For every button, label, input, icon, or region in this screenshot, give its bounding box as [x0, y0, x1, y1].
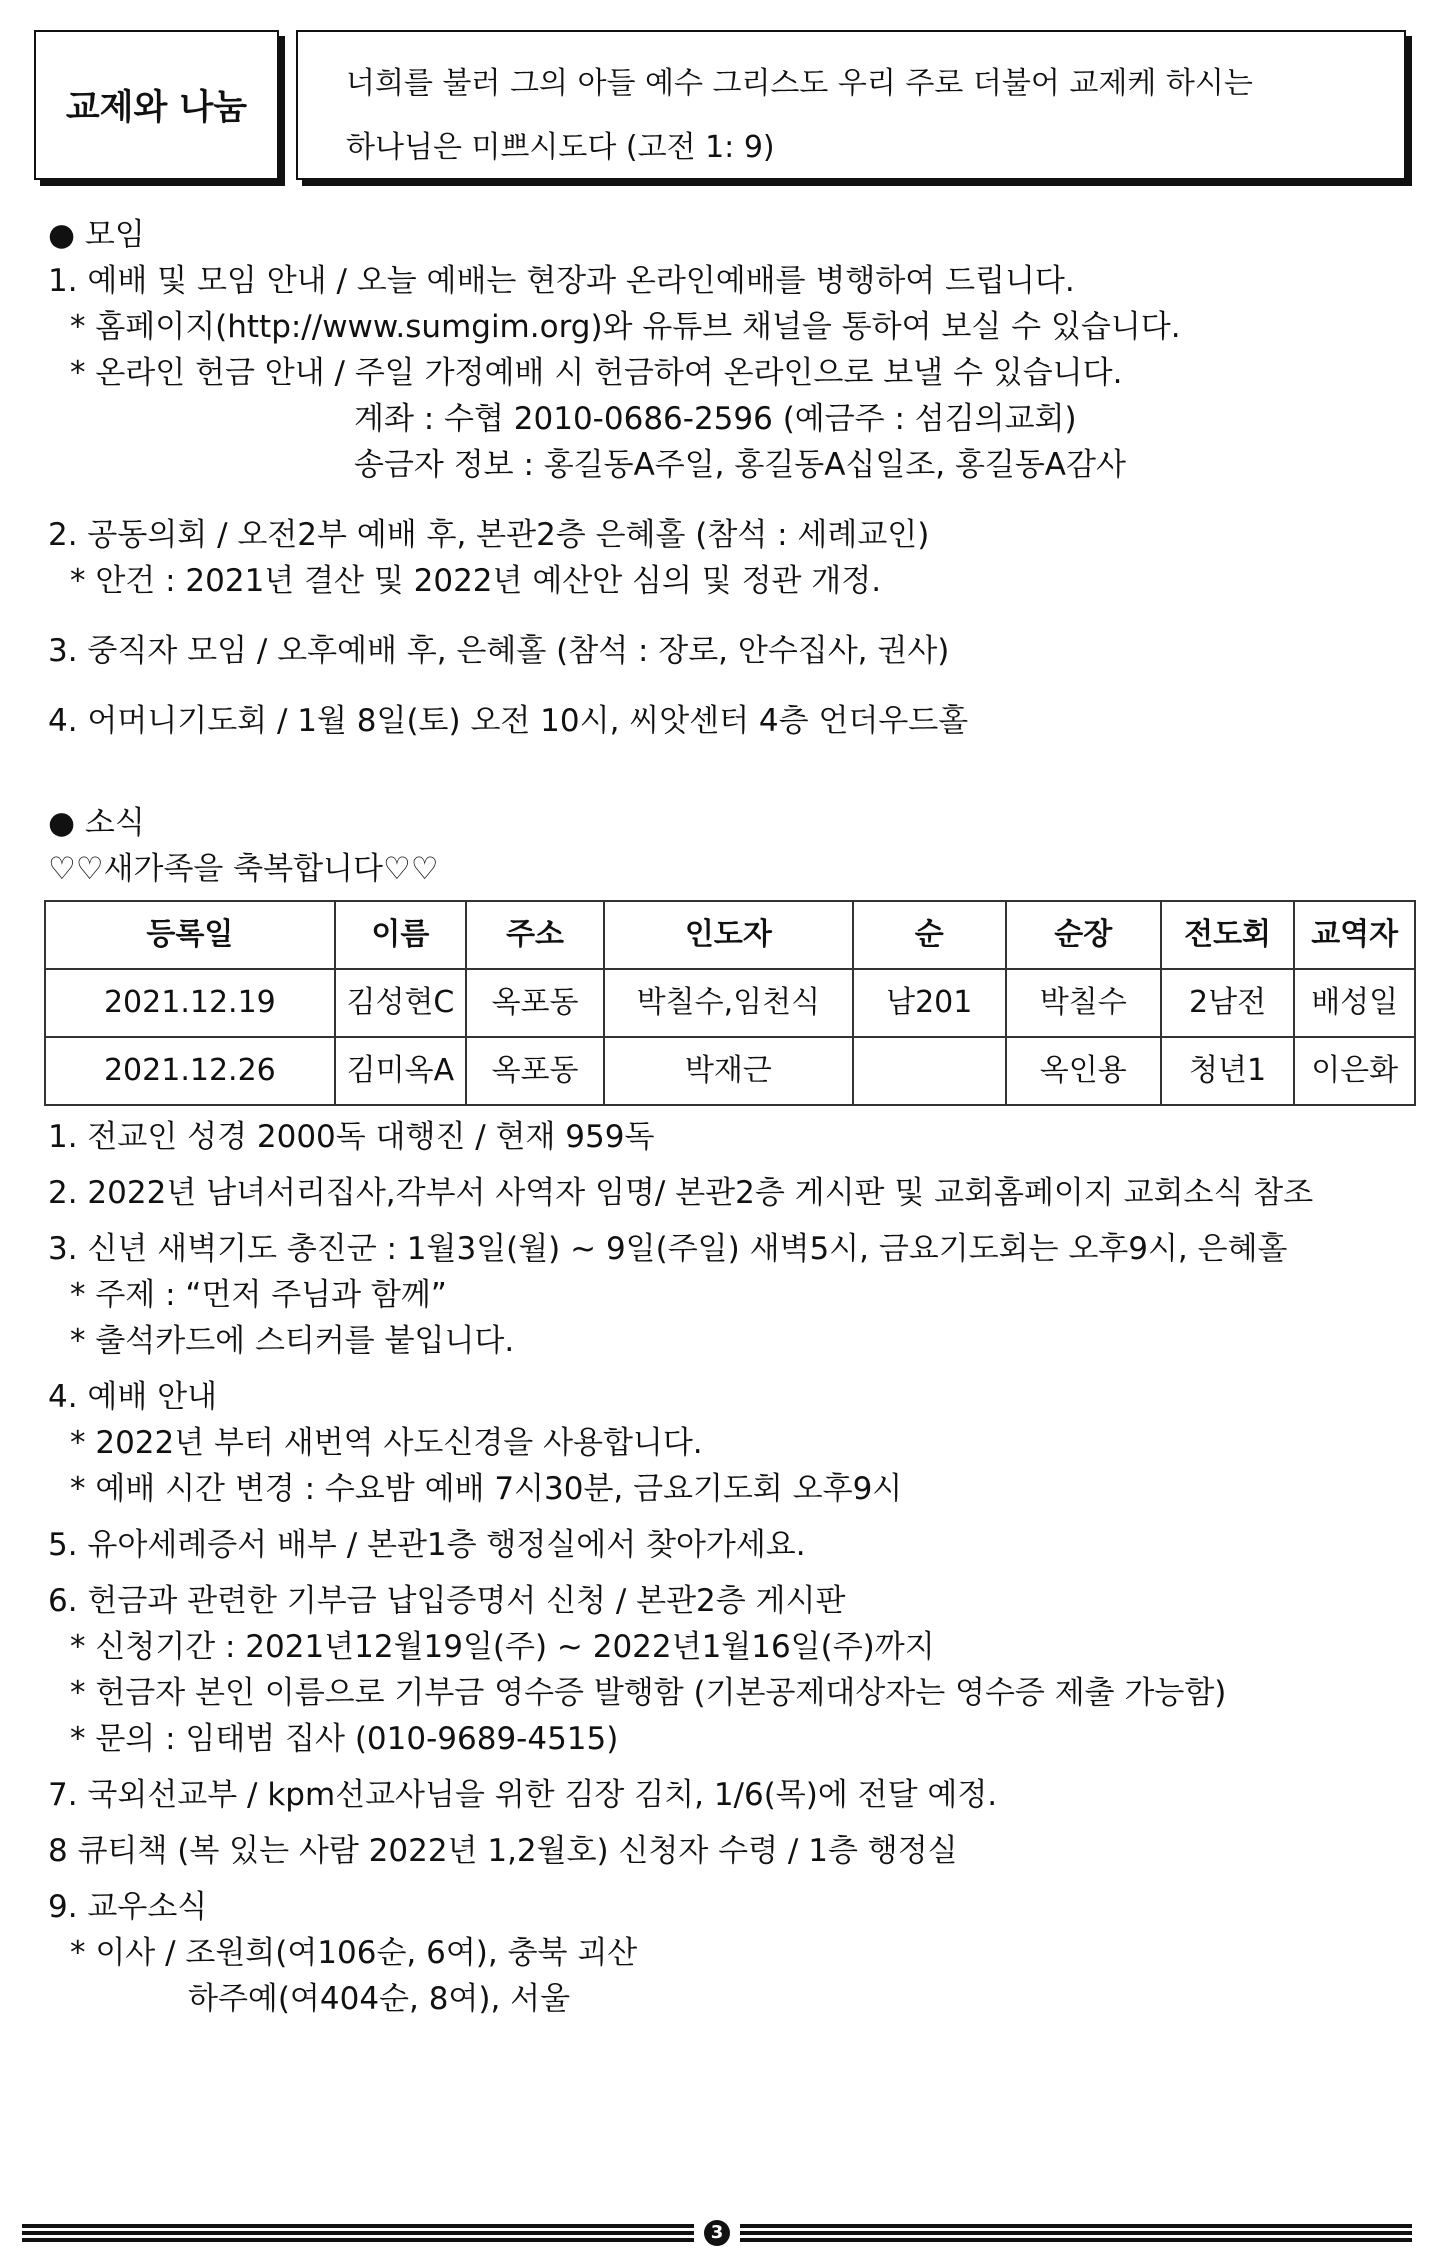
news-item: 5. 유아세례증서 배부 / 본관1층 행정실에서 찾아가세요. — [48, 1527, 806, 1563]
meeting-subitem: * 안건 : 2021년 결산 및 2022년 예산안 심의 및 정관 개정. — [70, 563, 882, 599]
table-cell: 김성현C — [335, 969, 466, 1037]
news-item: 4. 예배 안내 — [48, 1379, 218, 1415]
table-header-row — [45, 901, 1415, 969]
news-subitem: * 이사 / 조원희(여106순, 6여), 충북 괴산 — [70, 1935, 638, 1971]
announcements — [48, 212, 1418, 2022]
news-heading: ● 소식 — [48, 805, 145, 841]
news-subitem: * 출석카드에 스티커를 붙입니다. — [70, 1323, 515, 1359]
news-item: 7. 국외선교부 / kpm선교사님을 위한 김장 김치, 1/6(목)에 전달 예정. — [48, 1777, 998, 1813]
news-item: 6. 헌금과 관련한 기부금 납입증명서 신청 / 본관2층 게시판 — [48, 1583, 846, 1619]
col-header: 이름 — [335, 901, 466, 969]
col-header: 순 — [853, 901, 1006, 969]
news-item: 3. 신년 새벽기도 총진군 : 1월3일(월) ~ 9일(주일) 새벽5시, 금요기도회는 오후9시, 은혜홀 — [48, 1231, 1288, 1267]
meeting-subitem: * 온라인 헌금 안내 / 주일 가정예배 시 헌금하여 온라인으로 보낼 수 있습니다. — [70, 355, 1123, 391]
new-family-welcome: ♡♡새가족을 축복합니다♡♡ — [48, 851, 439, 887]
col-header: 주소 — [466, 901, 604, 969]
meeting-item: 4. 어머니기도회 / 1월 8일(토) 오전 10시, 씨앗센터 4층 언더우드홀 — [48, 703, 969, 739]
news-subitem: 하주예(여404순, 8여), 서울 — [188, 1981, 571, 2017]
table-cell: 2남전 — [1161, 969, 1295, 1037]
meeting-item: 1. 예배 및 모임 안내 / 오늘 예배는 현장과 온라인예배를 병행하여 드립니다. — [48, 263, 1075, 299]
table-cell: 옥포동 — [466, 1037, 604, 1105]
table-cell: 청년1 — [1161, 1037, 1295, 1105]
section-title: 교제와 나눔 — [65, 88, 248, 128]
table-cell: 옥포동 — [466, 969, 604, 1037]
news-subitem: * 예배 시간 변경 : 수요밤 예배 7시30분, 금요기도회 오후9시 — [70, 1471, 903, 1507]
account-info: 계좌 : 수협 2010-0686-2596 (예금주 : 섬김의교회) — [354, 401, 1077, 437]
table-cell: 2021.12.19 — [45, 969, 335, 1037]
news-subitem: * 2022년 부터 새번역 사도신경을 사용합니다. — [70, 1425, 703, 1461]
page-number: 3 — [704, 2220, 730, 2246]
news-subitem: * 주제 : “먼저 주님과 함께” — [70, 1277, 447, 1313]
section-title-box — [34, 30, 279, 180]
table-row — [45, 1037, 1415, 1105]
col-header: 전도회 — [1161, 901, 1295, 969]
footer-rule-left — [22, 2224, 694, 2242]
news-item: 1. 전교인 성경 2000독 대행진 / 현재 959독 — [48, 1119, 655, 1155]
news-subitem: * 신청기간 : 2021년12월19일(주) ~ 2022년1월16일(주)까지 — [70, 1629, 935, 1665]
meeting-subitem: * 홈페이지(http://www.sumgim.org)와 유튜브 채널을 통하여 보실 수 있습니다. — [70, 309, 1181, 345]
news-subitem: * 문의 : 임태범 집사 (010-9689-4515) — [70, 1721, 619, 1757]
meeting-heading: ● 모임 — [48, 217, 145, 253]
page-footer — [22, 2220, 1412, 2246]
table-cell: 옥인용 — [1006, 1037, 1161, 1105]
news-item: 8 큐티책 (복 있는 사람 2022년 1,2월호) 신청자 수령 / 1층 행정실 — [48, 1833, 958, 1869]
verse-line: 너희를 불러 그의 아들 예수 그리스도 우리 주로 더불어 교제케 하시는 — [346, 66, 1253, 101]
table-row — [45, 969, 1415, 1037]
verse-line: 하나님은 미쁘시도다 (고전 1: 9) — [346, 130, 775, 165]
news-item: 9. 교우소식 — [48, 1889, 208, 1925]
table-cell: 남201 — [853, 969, 1006, 1037]
table-cell: 김미옥A — [335, 1037, 466, 1105]
col-header: 순장 — [1006, 901, 1161, 969]
table-cell: 박칠수 — [1006, 969, 1161, 1037]
col-header: 교역자 — [1294, 901, 1415, 969]
table-cell — [853, 1037, 1006, 1105]
table-cell: 2021.12.26 — [45, 1037, 335, 1105]
sender-info: 송금자 정보 : 홍길동A주일, 홍길동A십일조, 홍길동A감사 — [354, 447, 1126, 483]
bible-verse-box — [296, 30, 1406, 180]
table-cell: 이은화 — [1294, 1037, 1415, 1105]
table-cell: 배성일 — [1294, 969, 1415, 1037]
news-subitem: * 헌금자 본인 이름으로 기부금 영수증 발행함 (기본공제대상자는 영수증 제출 가능함) — [70, 1675, 1227, 1711]
news-item: 2. 2022년 남녀서리집사,각부서 사역자 임명/ 본관2층 게시판 및 교회홈페이지 교회소식 참조 — [48, 1175, 1314, 1211]
table-cell: 박재근 — [604, 1037, 853, 1105]
footer-rule-right — [740, 2224, 1412, 2242]
new-family-table — [44, 900, 1416, 1106]
col-header: 인도자 — [604, 901, 853, 969]
col-header: 등록일 — [45, 901, 335, 969]
meeting-item: 3. 중직자 모임 / 오후예배 후, 은혜홀 (참석 : 장로, 안수집사, 권사) — [48, 633, 950, 669]
table-cell: 박칠수,임천식 — [604, 969, 853, 1037]
meeting-item: 2. 공동의회 / 오전2부 예배 후, 본관2층 은혜홀 (참석 : 세례교인) — [48, 517, 930, 553]
